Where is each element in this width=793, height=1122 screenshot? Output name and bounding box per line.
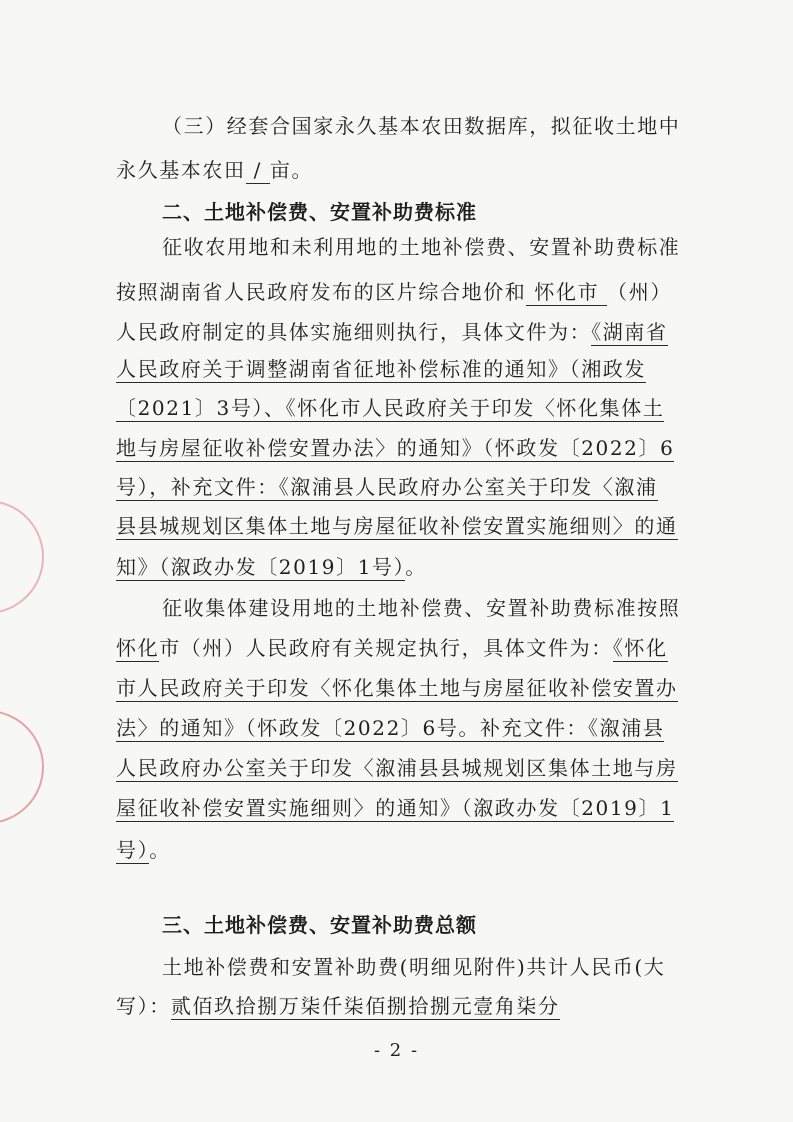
text-line bbox=[162, 955, 665, 979]
text-segment: 永久基本农田 bbox=[116, 158, 246, 182]
underlined-fill: 知》（溆政办发〔2019〕1号） bbox=[116, 555, 406, 579]
text-line bbox=[162, 596, 680, 620]
text-line bbox=[116, 357, 646, 381]
text-line bbox=[116, 994, 560, 1018]
section-heading bbox=[162, 913, 477, 937]
text-line bbox=[116, 636, 668, 660]
text-line bbox=[116, 475, 658, 499]
text-line bbox=[116, 158, 313, 182]
text-line bbox=[116, 676, 678, 700]
text-line bbox=[116, 436, 674, 460]
text-line bbox=[162, 235, 680, 259]
underlined-fill: 《怀化 bbox=[612, 636, 668, 660]
text-segment: 征收集体建设用地的土地补偿费、安置补助费标准按照 bbox=[162, 596, 681, 620]
underlined-fill: 怀化 bbox=[116, 636, 160, 660]
underlined-fill: 人民政府办公室关于印发〈溆浦县县城规划区集体土地与房 bbox=[116, 756, 678, 780]
text-segment: （州） bbox=[607, 280, 672, 304]
text-segment: 。 bbox=[405, 555, 427, 579]
underlined-fill: 号），补充文件：《溆浦县人民政府办公室关于印发〈溆浦 bbox=[116, 475, 658, 499]
underlined-fill: 地与房屋征收补偿安置办法〉的通知》（怀政发〔2022〕6 bbox=[116, 436, 675, 460]
text-segment: 土地补偿费和安置补助费(明细见附件)共计人民币(大 bbox=[162, 955, 666, 979]
underlined-fill: 怀化市 bbox=[526, 280, 608, 304]
underlined-fill: 人民政府关于调整湖南省征地补偿标准的通知》（湘政发 bbox=[116, 357, 646, 381]
underlined-fill: 县县城规划区集体土地与房屋征收补偿安置实施细则〉的通 bbox=[116, 514, 678, 538]
text-segment: 按照湖南省人民政府发布的区片综合地价和 bbox=[116, 280, 527, 304]
text-line bbox=[116, 514, 678, 538]
underlined-fill: 《湖南省 bbox=[591, 320, 668, 344]
text-segment: 人民政府制定的具体实施细则执行，具体文件为： bbox=[116, 320, 592, 344]
text-line bbox=[162, 114, 680, 138]
text-segment: 二、土地补偿费、安置补助费标准 bbox=[162, 200, 477, 224]
underlined-fill: / bbox=[245, 158, 270, 182]
seal-stamp-bottom bbox=[0, 710, 44, 824]
text-line bbox=[116, 838, 171, 862]
text-line bbox=[116, 756, 678, 780]
underlined-fill: 贰佰玖拾捌万柒仟柒佰捌拾捌元壹角柒分 bbox=[170, 994, 560, 1018]
text-line bbox=[116, 555, 427, 579]
text-line bbox=[116, 396, 664, 420]
text-segment: 亩。 bbox=[269, 158, 314, 182]
underlined-fill: 号） bbox=[116, 838, 150, 862]
section-heading bbox=[162, 200, 477, 224]
text-line bbox=[116, 280, 672, 304]
text-segment: 市（州）人民政府有关规定执行，具体文件为： bbox=[159, 636, 613, 660]
underlined-fill: 法〉的通知》（怀政发〔2022〕6号。补充文件：《溆浦县 bbox=[116, 716, 665, 740]
text-line bbox=[116, 796, 674, 820]
text-line bbox=[116, 716, 664, 740]
text-line bbox=[116, 320, 668, 344]
text-segment: 。 bbox=[149, 838, 171, 862]
text-segment: 写）： bbox=[116, 994, 171, 1018]
underlined-fill: 屋征收补偿安置实施细则〉的通知》（溆政办发〔2019〕1 bbox=[116, 796, 675, 820]
underlined-fill: 市人民政府关于印发〈怀化集体土地与房屋征收补偿安置办 bbox=[116, 676, 678, 700]
text-segment: （三）经套合国家永久基本农田数据库，拟征收土地中 bbox=[162, 114, 681, 138]
text-segment: 征收农用地和未利用地的土地补偿费、安置补助费标准 bbox=[162, 235, 681, 259]
text-segment: 三、土地补偿费、安置补助费总额 bbox=[162, 913, 477, 937]
page-number: - 2 - bbox=[373, 1040, 420, 1061]
seal-stamp-top bbox=[0, 500, 44, 614]
underlined-fill: 〔2021〕3号）、《怀化市人民政府关于印发〈怀化集体土 bbox=[116, 396, 665, 420]
